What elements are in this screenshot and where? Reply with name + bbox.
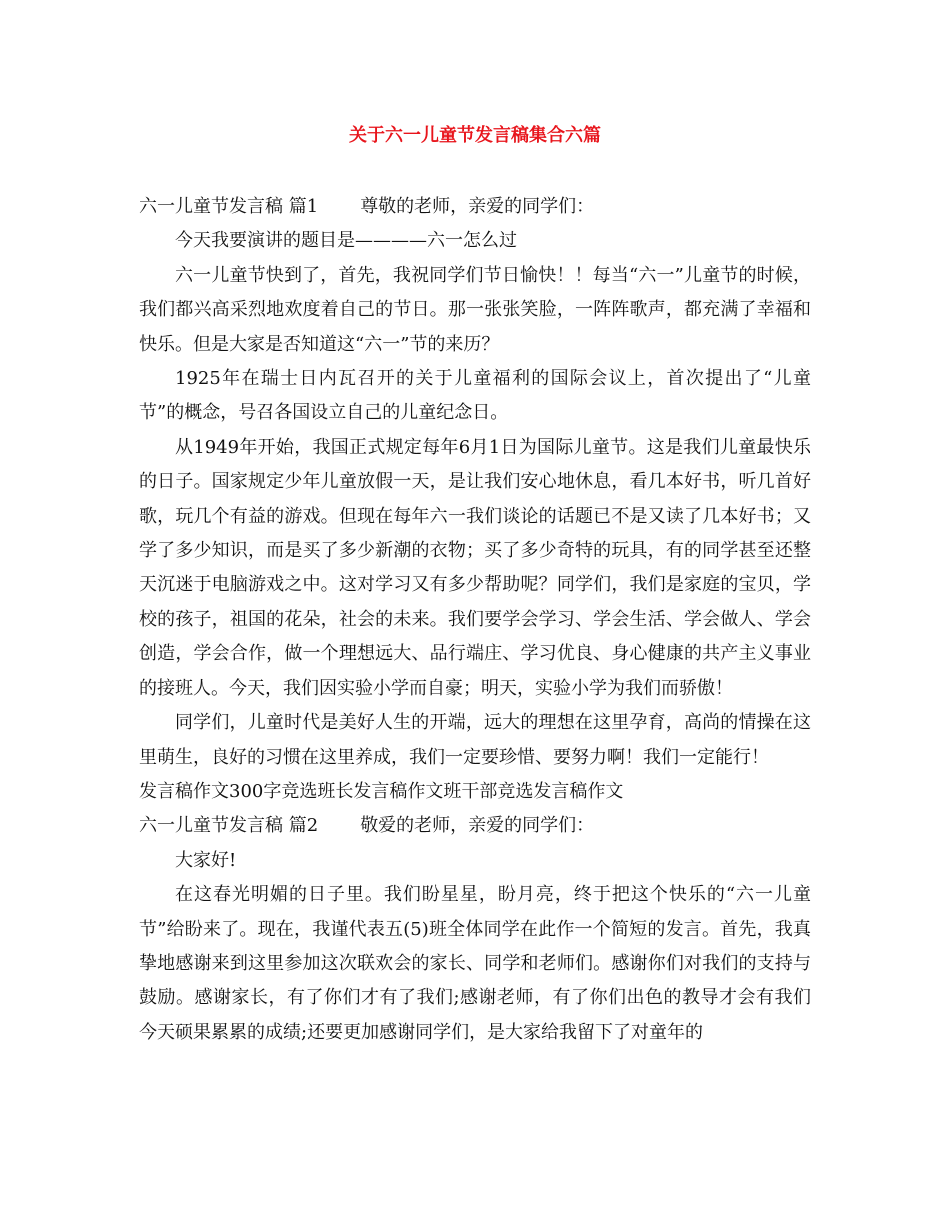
- section-2-paragraph: 在这春光明媚的日子里。我们盼星星，盼月亮，终于把这个快乐的“六一儿童节”给盼来了。现在，我谨代表五(5)班全体同学在此作一个简短的发言。首先，我真挚地感谢来到这里参加这次联欢会的家长、同学和老师们。感谢你们对我们的支持与鼓励。感谢家长，有了你们才有了我们;感谢老师，有了你们出色的教导才会有我们今天硕果累累的成绩;还要更加感谢同学们，是大家给我留下了对童年的: [139, 884, 811, 1043]
- section-1-paragraph: 今天我要演讲的题目是————六一怎么过: [175, 230, 517, 252]
- section-2-heading-line: [139, 809, 811, 843]
- section-1-footer-line: 发言稿作文300字竞选班长发言稿作文班干部竞选发言稿作文: [139, 780, 624, 802]
- section-1-heading-line: [139, 190, 811, 224]
- document-body: [139, 190, 811, 1050]
- section-1-salutation: 尊敬的老师，亲爱的同学们：: [360, 196, 595, 217]
- section-2-salutation: 敬爱的老师，亲爱的同学们：: [360, 815, 595, 837]
- section-1-heading: 六一儿童节发言稿 篇1: [139, 196, 319, 217]
- section-1-paragraph: 从1949年开始，我国正式规定每年6月1日为国际儿童节。这是我们儿童最快乐的日子。国家规定少年儿童放假一天，是让我们安心地休息，看几本好书，听几首好歌，玩几个有益的游戏。但现在每年六一我们谈论的话题已不是又读了几本好书；又学了多少知识，而是买了多少新潮的衣物；买了多少奇特的玩具，有的同学甚至还整天沉迷于电脑游戏之中。这对学习又有多少帮助呢？同学们，我们是家庭的宝贝，学校的孩子，祖国的花朵，社会的未来。我们要学会学习、学会生活、学会做人、学会创造，学会合作，做一个理想远大、品行端庄、学习优良、身心健康的共产主义事业的接班人。今天，我们因实验小学而自豪；明天，实验小学为我们而骄傲！: [139, 436, 811, 699]
- document-title: 关于六一儿童节发言稿集合六篇: [349, 125, 601, 146]
- section-2-paragraph: 大家好!: [175, 849, 237, 871]
- section-1-paragraph: 1925年在瑞士日内瓦召开的关于儿童福利的国际会议上，首次提出了“儿童节”的概念，号召各国设立自己的儿童纪念日。: [139, 368, 811, 424]
- section-1-paragraph: 六一儿童节快到了，首先，我祝同学们节日愉快！！每当“六一”儿童节的时候，我们都兴高采烈地欢度着自己的节日。那一张张笑脸，一阵阵歌声，都充满了幸福和快乐。但是大家是否知道这“六一”节的来历？: [139, 264, 811, 355]
- section-2-heading: 六一儿童节发言稿 篇2: [139, 815, 319, 837]
- section-1-paragraph: 同学们，儿童时代是美好人生的开端，远大的理想在这里孕育，高尚的情操在这里萌生，良好的习惯在这里养成，我们一定要珍惜、要努力啊！我们一定能行！: [139, 712, 811, 768]
